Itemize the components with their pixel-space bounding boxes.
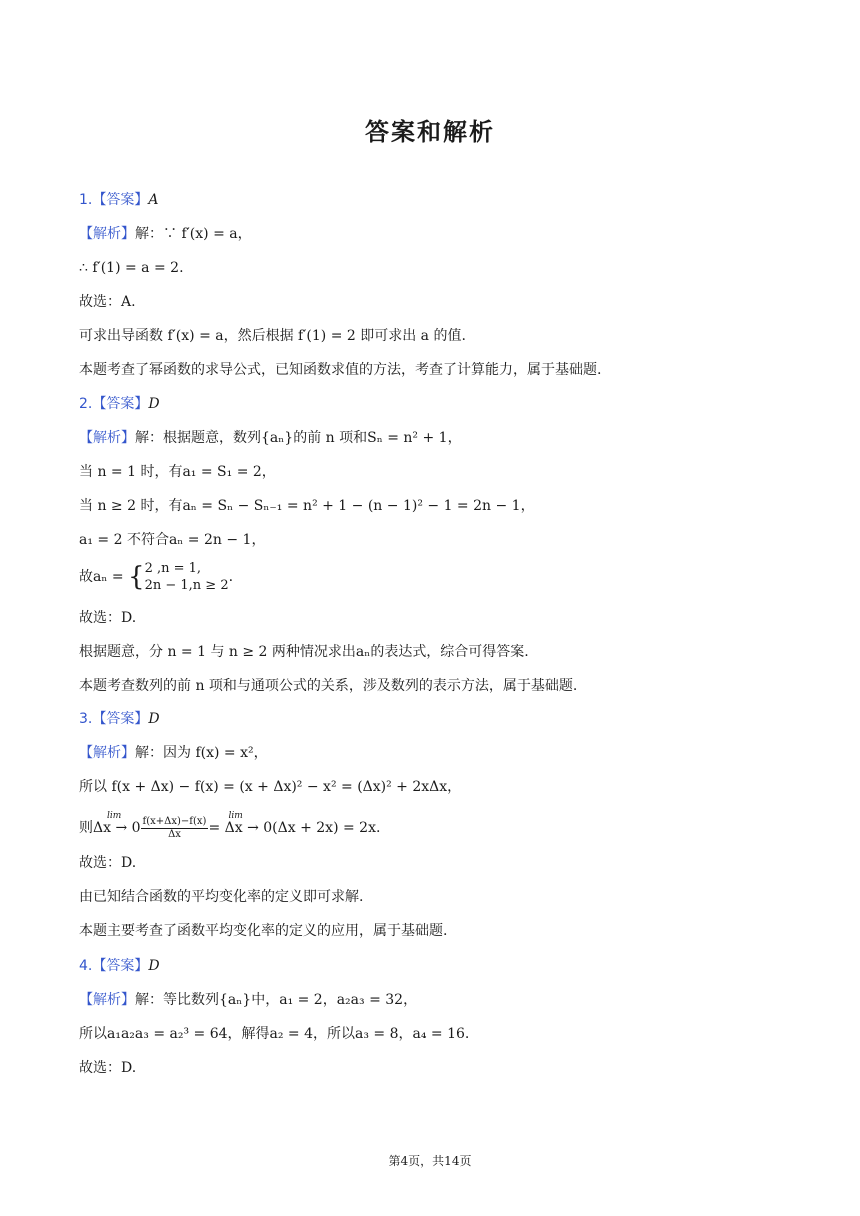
- q3-fraction: [141, 816, 209, 841]
- lim-label-2: lim: [228, 811, 243, 821]
- q3-fraction-num: f(x+Δx)−f(x): [142, 815, 207, 827]
- q1-text-4: 可求出导函数 f′(x) = a，然后根据 f′(1) = 2 即可求出 a 的值.: [79, 328, 466, 344]
- q2-text-2: 当 n = 1 时，有a₁ = S₁ = 2，: [79, 464, 276, 480]
- q2-text-3: 当 n ≥ 2 时，有aₙ = Sₙ − Sₙ₋₁ = n² + 1 − (n − 1)² − 1 = 2n − 1，: [79, 498, 535, 514]
- q4-text-1: 解：等比数列{aₙ}中，a₁ = 2，a₂a₃ = 32，: [135, 992, 418, 1008]
- q3-text-6: 本题主要考查了函数平均变化率的定义的应用，属于基础题.: [79, 923, 448, 939]
- analysis-tag: 【解析】: [79, 226, 135, 242]
- q1-answer-line: [79, 190, 158, 210]
- q1-number: 1.: [79, 192, 93, 208]
- brace-icon: {: [128, 562, 145, 592]
- q3-text-1: 解：因为 f(x) = x²，: [135, 745, 268, 761]
- q4-text-3: 故选：D.: [79, 1060, 137, 1076]
- q3-limit-prefix: 则Δx → 0: [79, 820, 141, 836]
- analysis-tag: 【解析】: [79, 430, 135, 446]
- q2-piecewise-prefix: 故aₙ =: [79, 569, 129, 585]
- q3-text-2: 所以 f(x + Δx) − f(x) = (x + Δx)² − x² = (Δx)² + 2xΔx，: [79, 779, 462, 795]
- q3-limit-line: [79, 811, 381, 842]
- q2-text-7: 根据题意，分 n = 1 与 n ≥ 2 两种情况求出aₙ的表达式，综合可得答案.: [79, 644, 529, 660]
- q3-limit-left: [79, 811, 141, 842]
- page-footer: 第4页，共14页: [388, 1154, 472, 1168]
- q2-text-4: a₁ = 2 不符合aₙ = 2n − 1，: [79, 532, 266, 548]
- q2-text-6: 故选：D.: [79, 610, 137, 626]
- q1-analysis-line: [79, 224, 252, 244]
- q3-answer: D: [148, 711, 160, 727]
- q3-text-5: 由已知结合函数的平均变化率的定义即可求解.: [79, 889, 364, 905]
- q2-piecewise-line: [79, 560, 233, 594]
- analysis-tag: 【解析】: [79, 992, 135, 1008]
- q2-cases: [145, 560, 229, 594]
- q4-answer-line: [79, 956, 160, 976]
- q2-text-1: 解：根据题意，数列{aₙ}的前 n 项和Sₙ = n² + 1，: [135, 430, 462, 446]
- q4-analysis-line: [79, 990, 417, 1010]
- q3-limit-right: [208, 811, 381, 842]
- q4-text-2: 所以a₁a₂a₃ = a₂³ = 64，解得a₂ = 4，所以a₃ = 8，a₄ = 16.: [79, 1026, 470, 1042]
- q1-text-5: 本题考查了幂函数的求导公式，已知函数求值的方法，考查了计算能力，属于基础题.: [79, 362, 602, 378]
- q2-case-1: 2 ,n = 1,: [144, 561, 202, 576]
- q3-limit-rest: = Δx → 0(Δx + 2x) = 2x.: [208, 820, 381, 836]
- answer-tag: 【答案】: [92, 396, 149, 412]
- q3-number: 3.: [79, 711, 93, 727]
- q3-fraction-den: Δx: [168, 828, 181, 840]
- q1-text-2: ∴ f′(1) = a = 2.: [79, 260, 184, 276]
- q2-answer: D: [148, 396, 160, 412]
- q1-text-1: 解：∵ f′(x) = a，: [135, 226, 252, 242]
- q3-text-4: 故选：D.: [79, 855, 137, 871]
- q4-answer: D: [148, 958, 160, 974]
- q2-case-2: 2n − 1,n ≥ 2: [144, 578, 229, 593]
- lim-label: lim: [107, 811, 122, 821]
- analysis-tag: 【解析】: [79, 745, 135, 761]
- q3-analysis-line: [79, 743, 268, 763]
- answer-tag: 【答案】: [92, 958, 149, 974]
- answer-tag: 【答案】: [92, 711, 149, 727]
- q2-number: 2.: [79, 396, 93, 412]
- q2-piecewise-suffix: .: [228, 569, 234, 585]
- q1-answer: A: [148, 192, 159, 208]
- page-title: 答案和解析: [365, 118, 495, 146]
- q4-number: 4.: [79, 958, 93, 974]
- answer-tag: 【答案】: [92, 192, 149, 208]
- q2-answer-line: [79, 394, 160, 414]
- q1-text-3: 故选：A.: [79, 294, 136, 310]
- q2-analysis-line: [79, 428, 462, 448]
- q3-answer-line: [79, 709, 160, 729]
- q2-text-8: 本题考查数列的前 n 项和与通项公式的关系，涉及数列的表示方法，属于基础题.: [79, 678, 578, 694]
